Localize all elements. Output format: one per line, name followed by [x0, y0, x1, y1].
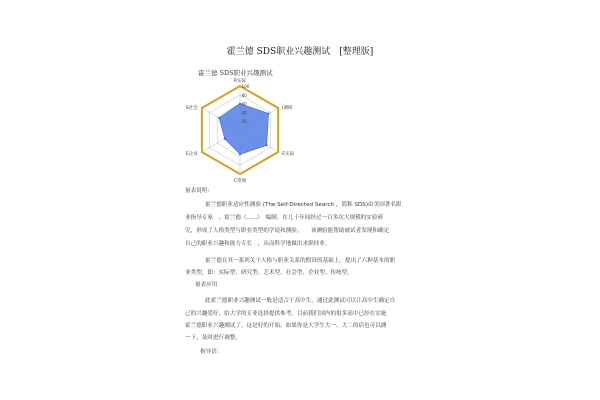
radar-tick-label: 40 — [241, 110, 247, 116]
section-heading-instructions: 指导语： — [200, 349, 223, 355]
radar-axis-label: E实际 — [282, 152, 295, 157]
paragraph-3-line-2: 己的兴趣爱好，给大学的专业选择提供参考。目前我们国内的很多高中已经在实施 — [185, 311, 387, 317]
paragraph-3-line-3: 霍兰德职业兴趣测试了，这是好的开始。如果你是大学生大一、大二的话也可以测 — [185, 323, 387, 329]
radar-axis-label: R实际 — [233, 79, 247, 84]
section-heading-scale-application: 量表应用 — [195, 282, 218, 288]
radar-tick-label: 20 — [241, 119, 247, 125]
radar-tick-label: 100 — [241, 84, 250, 89]
section-heading-scale-description: 量表说明： — [185, 188, 213, 194]
text-segment: ，简称 — [335, 202, 353, 208]
radar-axis-label: I调研 — [282, 106, 293, 111]
radar-tick-label: 60 — [241, 101, 247, 107]
text-segment: (The Self-Directed Search — [262, 202, 335, 208]
page-title: 霍兰德 SDS职业兴趣测试 [整理版] — [226, 47, 374, 57]
paragraph-1-line-3: 究，形成了人格类型与职业类型的学说和测验。 该测验能帮助被试者发现和确定 — [185, 228, 390, 234]
radar-axis-label: C常规 — [233, 179, 247, 184]
paragraph-3-line-4: 一下，及时进行调整。 — [185, 335, 241, 341]
paragraph-2-line-2: 业类型，即：实际型、研究型、艺术型、社会型、企业型、传统型。 — [185, 270, 353, 276]
text-segment: 霍兰德职业适应性测验 — [205, 202, 261, 208]
radar-tick-label: 80 — [241, 92, 247, 98]
radar-axis-label: E企业 — [185, 152, 198, 157]
paragraph-1-line-4: 自己的职业兴趣和能力专长 ，从而科学地做出求职择业。 — [185, 241, 331, 247]
radar-data-point — [224, 138, 226, 140]
text-segment: 由美国著名职 — [368, 202, 402, 208]
radar-data-point — [239, 153, 241, 155]
radar-data-point — [266, 145, 268, 147]
radar-axis-label: S社会 — [185, 106, 198, 111]
radar-chart — [170, 72, 310, 187]
paragraph-1-line-2: 业指导专家 、霍兰德（......） 编制。在几十年间经过一百多次大规模的实验研 — [185, 215, 384, 221]
chart-caption: 霍兰德 SDS职业兴趣测试 — [198, 69, 273, 77]
radar-data-point — [218, 117, 220, 119]
radar-data-point — [268, 113, 270, 115]
paragraph-2-line-1: 霍兰德在其一系列关于人格与职业关系的假设的基础上，提出了六种基本的职 — [205, 258, 396, 264]
text-segment: SDS) — [354, 202, 369, 208]
paragraph-3-line-1: 此霍兰德职业兴趣测试一般是适合于高中生，通过此测试可以让高中生确定自 — [205, 298, 396, 304]
paragraph-1-line-1 — [205, 202, 402, 209]
